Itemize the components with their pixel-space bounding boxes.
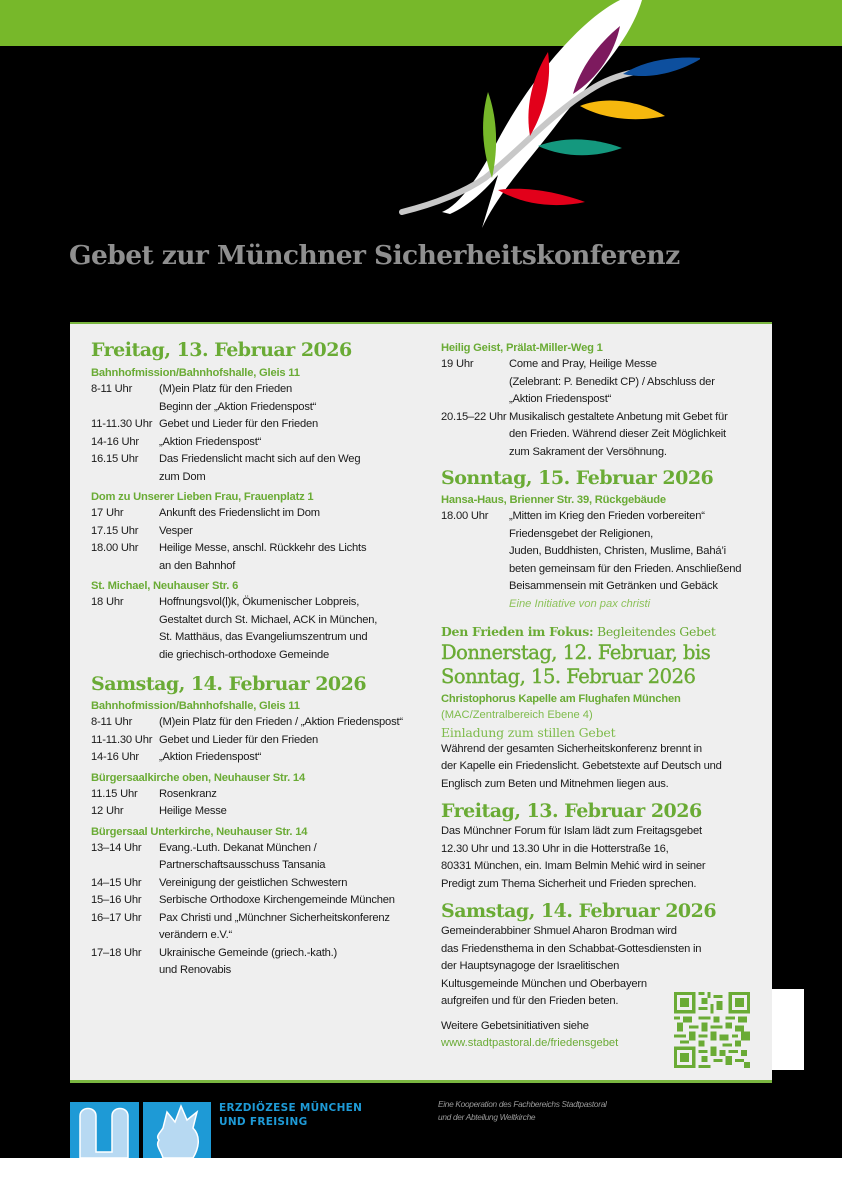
- focus-label-bold: Den Frieden im Fokus:: [441, 623, 594, 639]
- event-row: [91, 875, 436, 893]
- event-description: beten gemeinsam für den Frieden. Anschließend: [509, 562, 742, 575]
- event-description: Heilige Messe, anschl. Rückkehr des Lichts: [159, 542, 367, 554]
- event-description: Musikalisch gestaltete Anbetung mit Gebet für: [509, 410, 728, 423]
- event-row: [91, 540, 436, 575]
- event-row: [91, 910, 436, 945]
- event-time: 17–18 Uhr: [91, 946, 142, 959]
- event-description: Vereinigung der geistlichen Schwestern: [159, 876, 348, 889]
- event-time: 14-16 Uhr: [91, 751, 139, 763]
- event-row: [441, 356, 761, 409]
- event-description: Hoffnungsvol(l)k, Ökumenischer Lobpreis,: [159, 596, 360, 608]
- focus-range-line2: Sonntag, 15. Februar 2026: [441, 664, 696, 688]
- text-line: Gemeinderabbiner Shmuel Aharon Brodman wird: [441, 925, 677, 937]
- white-tab-marker: [772, 989, 804, 1070]
- text-line: der Kapelle ein Friedenslicht. Gebetstexte auf Deutsch und: [441, 760, 722, 772]
- event-description: zum Sakrament der Versöhnung.: [509, 445, 667, 458]
- event-row: [91, 381, 436, 416]
- event-description: Vesper: [159, 524, 193, 537]
- schedule-panel: [70, 322, 772, 1083]
- venue-heading: St. Michael, Neuhauser Str. 6: [91, 580, 239, 592]
- venue-heading: Bürgersaal Unterkirche, Neuhauser Str. 14: [91, 825, 308, 838]
- focus-heading: [441, 623, 761, 641]
- event-description: verändern e.V.“: [159, 929, 233, 941]
- venue-heading: Bahnhofmission/Bahnhofshalle, Gleis 11: [91, 367, 300, 379]
- text-line: 12.30 Uhr und 13.30 Uhr in die Hotterstraße 16,: [441, 842, 669, 855]
- event-time: 14–15 Uhr: [91, 876, 142, 889]
- event-row: [91, 749, 436, 767]
- event-description: (Zelebrant: P. Benedikt CP) / Abschluss der: [509, 375, 715, 388]
- venue-heading: Bürgersaalkirche oben, Neuhauser Str. 14: [91, 771, 305, 784]
- event-row: [91, 840, 436, 875]
- venue-heading: Bahnhofmission/Bahnhofshalle, Gleis 11: [91, 700, 300, 712]
- text-line: Predigt zum Thema Sicherheit und Frieden sprechen.: [441, 877, 697, 890]
- venue-heading: Heilig Geist, Prälat-Miller-Weg 1: [441, 342, 603, 354]
- frauenkirche-towers-logo-icon: [70, 1102, 139, 1158]
- day-heading-saturday-synagogue: Samstag, 14. Februar 2026: [441, 900, 717, 922]
- event-description: den Frieden. Während dieser Zeit Möglichkeit: [509, 428, 726, 440]
- event-description: Gestaltet durch St. Michael, ACK in München,: [159, 613, 378, 626]
- event-row: [91, 505, 436, 523]
- day-heading-friday: Freitag, 13. Februar 2026: [91, 339, 352, 361]
- event-description: Gebet und Lieder für den Frieden: [159, 733, 319, 746]
- page-title: Gebet zur Münchner Sicherheitskonferenz: [69, 240, 680, 271]
- event-time: 12 Uhr: [91, 805, 124, 817]
- event-row: [91, 714, 436, 732]
- brand-line: UND FREISING: [219, 1116, 308, 1128]
- event-description: Ankunft des Friedenslicht im Dom: [159, 507, 320, 519]
- day-heading-sunday: Sonntag, 15. Februar 2026: [441, 467, 714, 489]
- event-description: (M)ein Platz für den Frieden: [159, 383, 293, 395]
- text-line: Das Münchner Forum für Islam lädt zum Freitagsgebet: [441, 825, 702, 837]
- venue-heading: Dom zu Unserer Lieben Frau, Frauenplatz 1: [91, 491, 314, 503]
- event-description: „Aktion Friedenspost“: [509, 393, 612, 405]
- text-line: der Hauptsynagoge der Israelitischen: [441, 960, 620, 972]
- focus-text: [441, 741, 761, 794]
- event-description: St. Matthäus, das Evangeliumszentrum und: [159, 631, 368, 643]
- event-row: [91, 523, 436, 541]
- event-time: 15–16 Uhr: [91, 894, 142, 906]
- event-time: 19 Uhr: [441, 358, 474, 370]
- event-description: Evang.-Luth. Dekanat München /: [159, 841, 317, 854]
- right-column: [441, 340, 761, 1052]
- event-description: Juden, Buddhisten, Christen, Muslime, Bahá’i: [509, 545, 726, 557]
- event-description: und Renovabis: [159, 964, 232, 976]
- event-description: Partnerschaftsausschuss Tansania: [159, 859, 326, 871]
- event-time: 18 Uhr: [91, 596, 124, 608]
- event-row: [91, 732, 436, 750]
- initiative-note: Eine Initiative von pax christi: [509, 597, 651, 610]
- event-time: 17.15 Uhr: [91, 524, 139, 537]
- event-description: zum Dom: [159, 470, 206, 483]
- event-row: [91, 451, 436, 486]
- event-row: [91, 434, 436, 452]
- event-row: [91, 803, 436, 821]
- event-row: [91, 416, 436, 434]
- invite-heading: Einladung zum stillen Gebet: [441, 724, 616, 740]
- text-line: das Friedensthema in den Schabbat-Gottesdiensten in: [441, 942, 702, 955]
- event-time: 14-16 Uhr: [91, 435, 139, 448]
- event-description: Beisammensein mit Getränken und Gebäck: [509, 580, 718, 592]
- event-description: Heilige Messe: [159, 805, 227, 817]
- brand-line: ERZDIÖZESE MÜNCHEN: [219, 1102, 363, 1114]
- event-description: an den Bahnhof: [159, 559, 236, 572]
- text-line: Kultusgemeinde München und Oberbayern: [441, 977, 647, 990]
- event-time: 11-11.30 Uhr: [91, 418, 153, 430]
- event-description: die griechisch-orthodoxe Gemeinde: [159, 648, 330, 661]
- event-description: Beginn der „Aktion Friedenspost“: [159, 400, 317, 413]
- event-description: Das Friedenslicht macht sich auf den Weg: [159, 453, 361, 465]
- event-row: [91, 945, 436, 980]
- event-time: 11.15 Uhr: [91, 787, 138, 800]
- friedensgebet-link[interactable]: www.stadtpastoral.de/friedensgebet: [441, 1037, 619, 1049]
- event-row: [441, 409, 761, 462]
- venue-heading: Hansa-Haus, Brienner Str. 39, Rückgebäude: [441, 494, 666, 506]
- peace-quill-logo-icon: [390, 0, 700, 230]
- event-description: (M)ein Platz für den Frieden / „Aktion Friedenspost“: [159, 716, 403, 728]
- event-time: 8-11 Uhr: [91, 383, 133, 395]
- event-description: Gebet und Lieder für den Frieden: [159, 418, 319, 430]
- event-description: Serbische Orthodoxe Kirchengemeinde München: [159, 894, 395, 906]
- more-initiatives-label: Weitere Gebetsinitiativen siehe: [441, 1019, 589, 1032]
- day-heading-friday-islam: Freitag, 13. Februar 2026: [441, 800, 702, 822]
- event-time: 18.00 Uhr: [441, 510, 489, 522]
- venue-heading: Christophorus Kapelle am Flughafen München: [441, 692, 681, 705]
- event-row: [441, 508, 761, 596]
- event-description: Friedensgebet der Religionen,: [509, 527, 654, 540]
- event-description: Ukrainische Gemeinde (griech.-kath.): [159, 946, 338, 959]
- event-description: Come and Pray, Heilige Messe: [509, 358, 657, 370]
- event-row: [91, 786, 436, 804]
- event-time: 17 Uhr: [91, 507, 124, 519]
- event-description: Pax Christi und „Münchner Sicherheitskonferenz: [159, 911, 390, 924]
- left-column: [91, 338, 436, 980]
- event-time: 18.00 Uhr: [91, 542, 139, 554]
- text-line: Während der gesamten Sicherheitskonferenz brennt in: [441, 742, 702, 755]
- focus-label-rest: Begleitendes Gebet: [596, 623, 716, 639]
- event-time: 8-11 Uhr: [91, 716, 133, 728]
- crowned-moor-logo-icon: [143, 1102, 211, 1158]
- venue-detail: (MAC/Zentralbereich Ebene 4): [441, 708, 593, 721]
- day-heading-saturday: Samstag, 14. Februar 2026: [91, 673, 367, 695]
- event-time: 16–17 Uhr: [91, 911, 142, 924]
- archdiocese-brand: [219, 1101, 362, 1129]
- event-description: „Mitten im Krieg den Frieden vorbereiten“: [509, 510, 705, 522]
- event-description: Rosenkranz: [159, 787, 217, 800]
- note-line: Eine Kooperation des Fachbereichs Stadtpastoral: [438, 1099, 607, 1109]
- event-time: 20.15–22 Uhr: [441, 410, 507, 423]
- event-description: „Aktion Friedenspost“: [159, 435, 262, 448]
- text-line: 80331 München, ein. Imam Belmin Mehić wird in seiner: [441, 860, 706, 872]
- event-description: „Aktion Friedenspost“: [159, 751, 262, 763]
- event-row: [91, 892, 436, 910]
- event-time: 11-11.30 Uhr: [91, 733, 153, 746]
- islam-text: [441, 823, 761, 893]
- text-line: aufgreifen und für den Frieden beten.: [441, 995, 619, 1007]
- event-row: [91, 594, 436, 664]
- focus-range-line1: Donnerstag, 12. Februar, bis: [441, 640, 711, 664]
- text-line: Englisch zum Beten und Mitnehmen liegen aus.: [441, 777, 669, 790]
- event-time: 16.15 Uhr: [91, 453, 139, 465]
- event-time: 13–14 Uhr: [91, 841, 142, 854]
- qr-code-icon[interactable]: [674, 992, 750, 1068]
- cooperation-note: [438, 1098, 607, 1124]
- note-line: und der Abteilung Weltkirche: [438, 1112, 536, 1122]
